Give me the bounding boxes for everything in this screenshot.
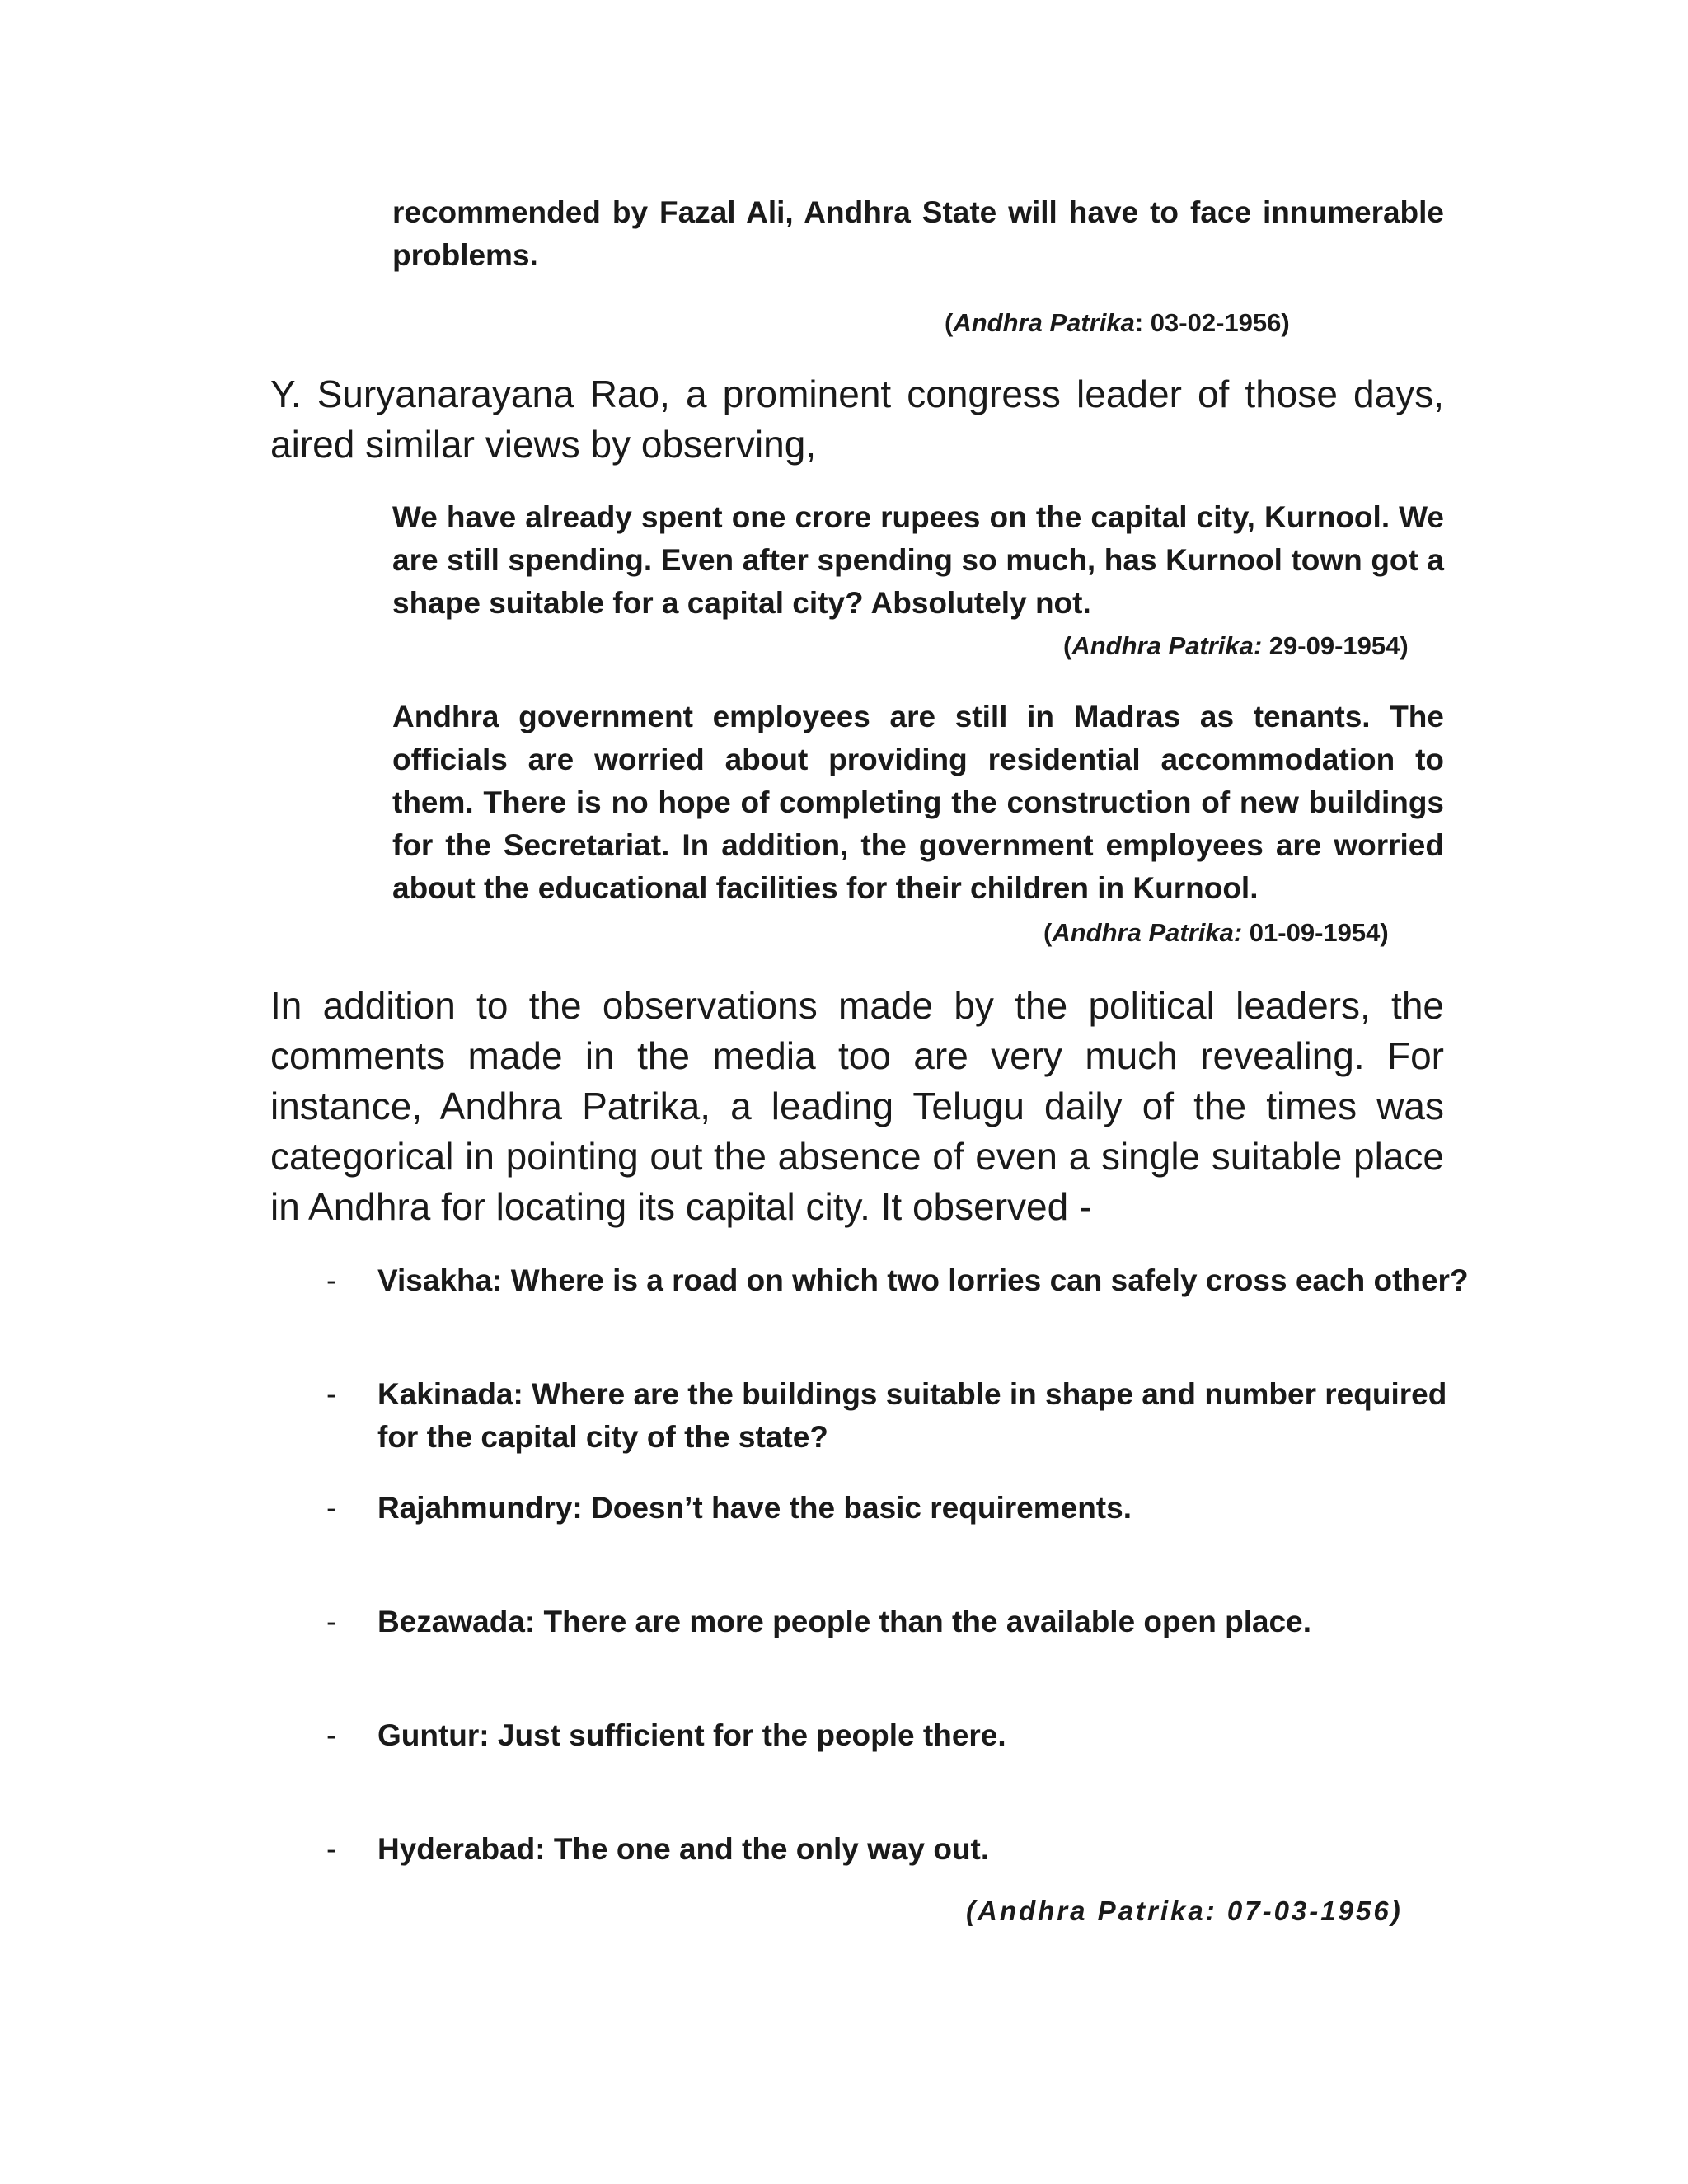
list-bullet: - <box>326 1605 337 1638</box>
paragraph-suryanarayana: Y. Suryanarayana Rao, a prominent congress leader of those days, aired similar views by observing, <box>270 373 1444 466</box>
quote-text: Andhra government employees are still in Madras as tenants. The officials are worried about providing residential accommodation to them. There is no hope of completing the construction of new buildings for the Secretariat. In addition, the government employees are worried about the educational facilities for their children in Kurnool. <box>392 700 1444 905</box>
list-bullet: - <box>326 1377 337 1411</box>
list-bullet: - <box>326 1718 337 1752</box>
list-bullet: - <box>326 1491 337 1525</box>
list-item-text: Kakinada: Where are the buildings suitable in shape and number required for the capital city of the state? <box>377 1377 1447 1454</box>
citation-date: 29-09-1954) <box>1262 631 1409 660</box>
paragraph-media-comments: In addition to the observations made by the political leaders, the comments made in the media too are very much revealing. For instance, Andhra Patrika, a leading Telugu daily of the times was categorical in pointing out the absence of even a single suitable place in Andhra for locating its capital city. It observed - <box>270 984 1444 1228</box>
citation-source: Andhra Patrika: <box>1052 918 1243 947</box>
citation-date: 01-09-1954) <box>1242 918 1389 947</box>
citation-2: (Andhra Patrika: 29-09-1954) <box>1063 631 1409 660</box>
quote-text: recommended by Fazal Ali, Andhra State will have to face innumerable problems. <box>392 195 1444 272</box>
list-bullet: - <box>326 1263 337 1297</box>
citation-3: (Andhra Patrika: 01-09-1954) <box>1043 918 1389 947</box>
quote-fazal-ali <box>392 191 1444 277</box>
list-bullet: - <box>326 1832 337 1866</box>
quote-government-employees <box>392 696 1444 910</box>
citation-1: (Andhra Patrika: 03-02-1956) <box>945 308 1290 337</box>
list-item-text: Guntur: Just sufficient for the people there. <box>377 1718 1006 1752</box>
final-citation: (Andhra Patrika: 07-03-1956) <box>966 1896 1403 1926</box>
list-item-text: Hyderabad: The one and the only way out. <box>377 1832 990 1866</box>
citation-source: Andhra Patrika <box>953 308 1135 337</box>
list-item-text: Visakha: Where is a road on which two lorries can safely cross each other? <box>377 1263 1469 1297</box>
quote-text: We have already spent one crore rupees on the capital city, Kurnool. We are still spending. Even after spending so much, has Kurnool town got a shape suitable for a capital city? Absolutely not. <box>392 500 1444 620</box>
list-item-text: Rajahmundry: Doesn’t have the basic requirements. <box>377 1491 1132 1525</box>
citation-source: Andhra Patrika: <box>1071 631 1263 660</box>
quote-kurnool-spending <box>392 496 1444 625</box>
list-item-text: Bezawada: There are more people than the available open place. <box>377 1605 1311 1638</box>
citation-date: : 03-02-1956) <box>1134 308 1290 337</box>
